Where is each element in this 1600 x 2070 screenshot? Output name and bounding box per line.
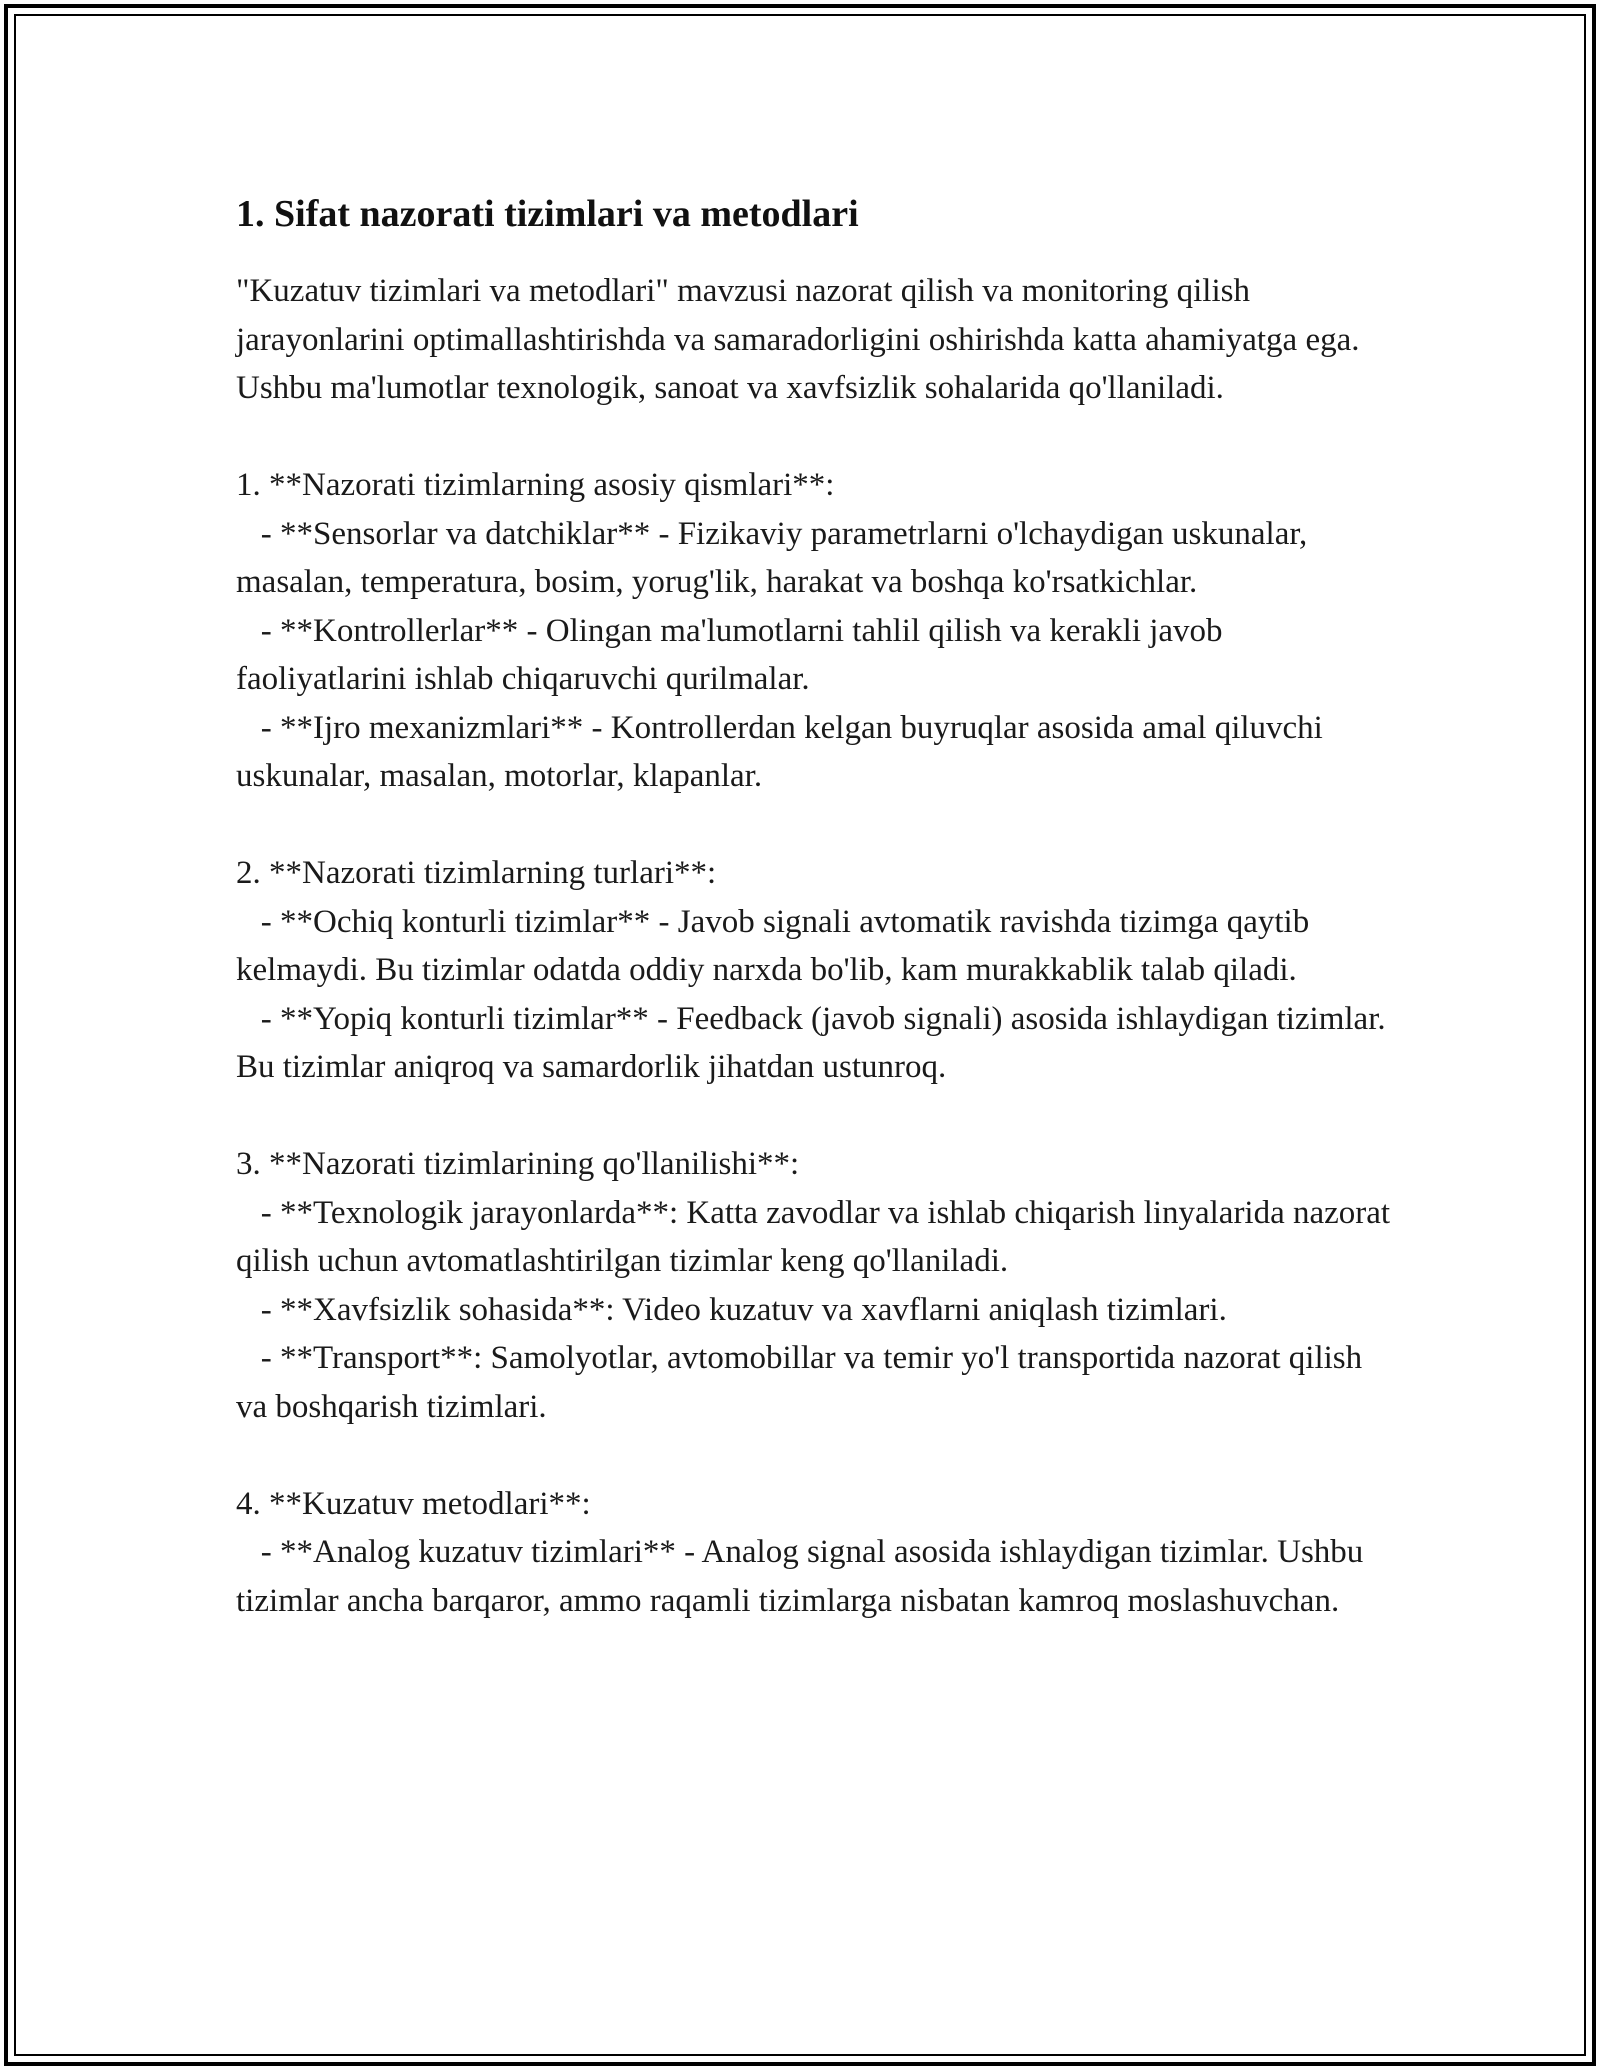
section-heading: 3. **Nazorati tizimlarining qo'llanilishi**: [236, 1146, 800, 1182]
list-item: - **Yopiq konturli tizimlar** - Feedback (javob signali) asosida ishlaydigan tizimlar. Bu tizimlar aniqroq va samardorlik jihatdan ustunroq. [236, 1000, 1394, 1085]
section-1 [236, 461, 1396, 801]
section-heading: 1. **Nazorati tizimlarning asosiy qismlari**: [236, 467, 835, 503]
blank-line [236, 801, 1396, 850]
section-4 [236, 1480, 1396, 1626]
blank-line [236, 413, 1396, 462]
section-3 [236, 1140, 1399, 1431]
section-heading: 2. **Nazorati tizimlarning turlari**: [236, 855, 717, 891]
document-title: 1. Sifat nazorati tizimlari va metodlari [236, 193, 859, 235]
list-item: - **Transport**: Samolyotlar, avtomobillar va temir yo'l transportida nazorat qilish va boshqarish tizimlari. [236, 1340, 1371, 1425]
list-item: - **Texnologik jarayonlarda**: Katta zavodlar va ishlab chiqarish linyalarida nazorat qilish uchun avtomatlashtirilgan tizimlar keng qo'llaniladi. [236, 1194, 1399, 1279]
list-item: - **Kontrollerlar** - Olingan ma'lumotlarni tahlil qilish va kerakli javob faoliyatlarini ishlab chiqaruvchi qurilmalar. [236, 612, 1231, 697]
list-item: - **Ochiq konturli tizimlar** - Javob signali avtomatik ravishda tizimga qaytib kelmaydi. Bu tizimlar odatda oddiy narxda bo'lib, kam murakkablik talab qiladi. [236, 903, 1318, 988]
section-heading: 4. **Kuzatuv metodlari**: [236, 1485, 591, 1522]
list-item: - **Xavfsizlik sohasida**: Video kuzatuv va xavflarni aniqlash tizimlari. [236, 1291, 1227, 1328]
section-2 [236, 849, 1396, 1092]
blank-line [236, 1431, 1396, 1480]
list-item: - **Sensorlar va datchiklar** - Fizikaviy parametrlarni o'lchaydigan uskunalar, masalan, temperatura, bosim, yorug'lik, harakat va boshqa ko'rsatkichlar. [236, 515, 1316, 600]
list-item: - **Ijro mexanizmlari** - Kontrollerdan kelgan buyruqlar asosida amal qiluvchi uskunalar, masalan, motorlar, klapanlar. [236, 709, 1332, 794]
blank-line [236, 1092, 1396, 1141]
list-item: - **Analog kuzatuv tizimlari** - Analog signal asosida ishlaydigan tizimlar. Ushbu tizimlar ancha barqaror, ammo raqamli tizimlarga nisbatan kamroq moslashuvchan. [236, 1534, 1372, 1619]
document-body [236, 188, 1399, 1625]
intro-paragraph: "Kuzatuv tizimlari va metodlari" mavzusi nazorat qilish va monitoring qilish jarayonlarini optimallashtirishda va samaradorligini oshirishda katta ahamiyatga ega. Ushbu ma'lumotlar texnologik, sanoat va xavfsizlik sohalarida qo'llaniladi. [236, 273, 1360, 406]
